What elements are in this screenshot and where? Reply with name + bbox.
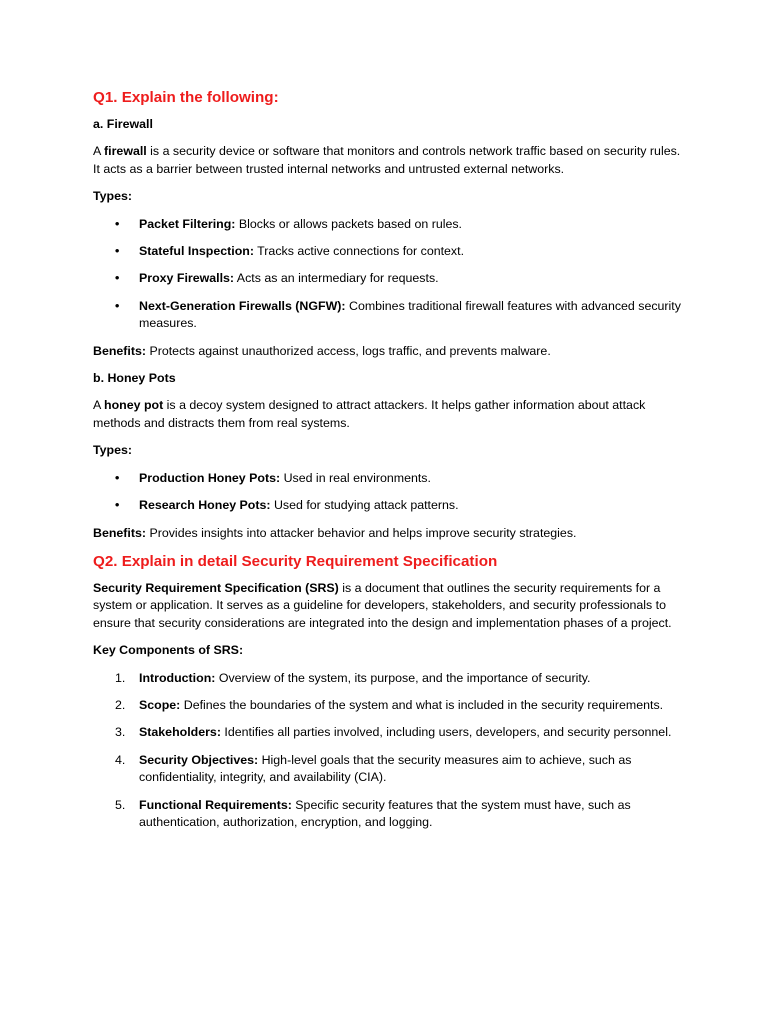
document-page (93, 88, 683, 841)
list-item: 3. Stakeholders: Identifies all parties involved, including users, developers, and security personnel. (93, 724, 683, 741)
honeypots-types-list (93, 470, 683, 515)
q2-heading: Q2. Explain in detail Security Requirement Specification (93, 552, 498, 570)
list-number: 2. (115, 697, 126, 712)
srs-intro: Security Requirement Specification (SRS) is a document that outlines the security requirements for a system or application. It serves as a guideline for developers, stakeholders, and security professionals to ensure that security considerations are integrated into the design and implementation phases of a project. (93, 580, 672, 630)
list-item: 1. Introduction: Overview of the system, its purpose, and the importance of security. (93, 670, 683, 687)
list-item: 2. Scope: Defines the boundaries of the system and what is included in the security requirements. (93, 697, 683, 714)
list-number: 4. (115, 752, 126, 767)
list-item: 5. Functional Requirements: Specific security features that the system must have, such as authentication, authorization, encryption, and logging. (115, 797, 631, 829)
firewall-types-label: Types: (93, 189, 133, 204)
list-item: • Research Honey Pots: Used for studying attack patterns. (93, 497, 683, 514)
list-number: 5. (115, 797, 126, 812)
list-item: • Proxy Firewalls: Acts as an intermediary for requests. (93, 270, 683, 287)
q1-heading: Q1. Explain the following: (93, 89, 279, 106)
list-item: • Stateful Inspection: Tracks active connections for context. (93, 243, 683, 260)
firewall-benefits: Benefits: Protects against unauthorized access, logs traffic, and prevents malware. (93, 343, 551, 358)
list-item: • Production Honey Pots: Used in real environments. (93, 470, 683, 487)
honeypots-types-label: Types: (93, 443, 133, 458)
bullet-icon: • (115, 298, 120, 313)
honeypots-intro: A honey pot is a decoy system designed to attract attackers. It helps gather information about attack methods and distracts them from real systems. (93, 398, 646, 430)
firewall-types-list (93, 216, 683, 333)
bullet-icon: • (115, 470, 120, 485)
list-number: 1. (115, 670, 126, 685)
firewall-title: a. Firewall (93, 117, 153, 131)
bullet-icon: • (115, 244, 120, 259)
list-item: • Packet Filtering: Blocks or allows packets based on rules. (93, 216, 683, 233)
honeypots-benefits: Benefits: Provides insights into attacker behavior and helps improve security strategies. (93, 525, 577, 540)
list-item: 4. Security Objectives: High-level goals that the security measures aim to achieve, such as confidentiality, integrity, and availability (CIA). (115, 752, 632, 785)
bullet-icon: • (115, 271, 120, 286)
firewall-intro: A firewall is a security device or software that monitors and controls network traffic based on security rules. It acts as a barrier between trusted internal networks and untrusted external networks. (93, 144, 681, 176)
honeypots-title: b. Honey Pots (93, 371, 176, 386)
bullet-icon: • (115, 216, 120, 231)
bullet-icon: • (115, 498, 120, 513)
list-number: 3. (115, 725, 126, 740)
list-item: • Next-Generation Firewalls (NGFW): Combines traditional firewall features with advanced security measures. (115, 298, 681, 331)
srs-components-list (93, 670, 683, 832)
srs-components-label: Key Components of SRS: (93, 643, 244, 658)
